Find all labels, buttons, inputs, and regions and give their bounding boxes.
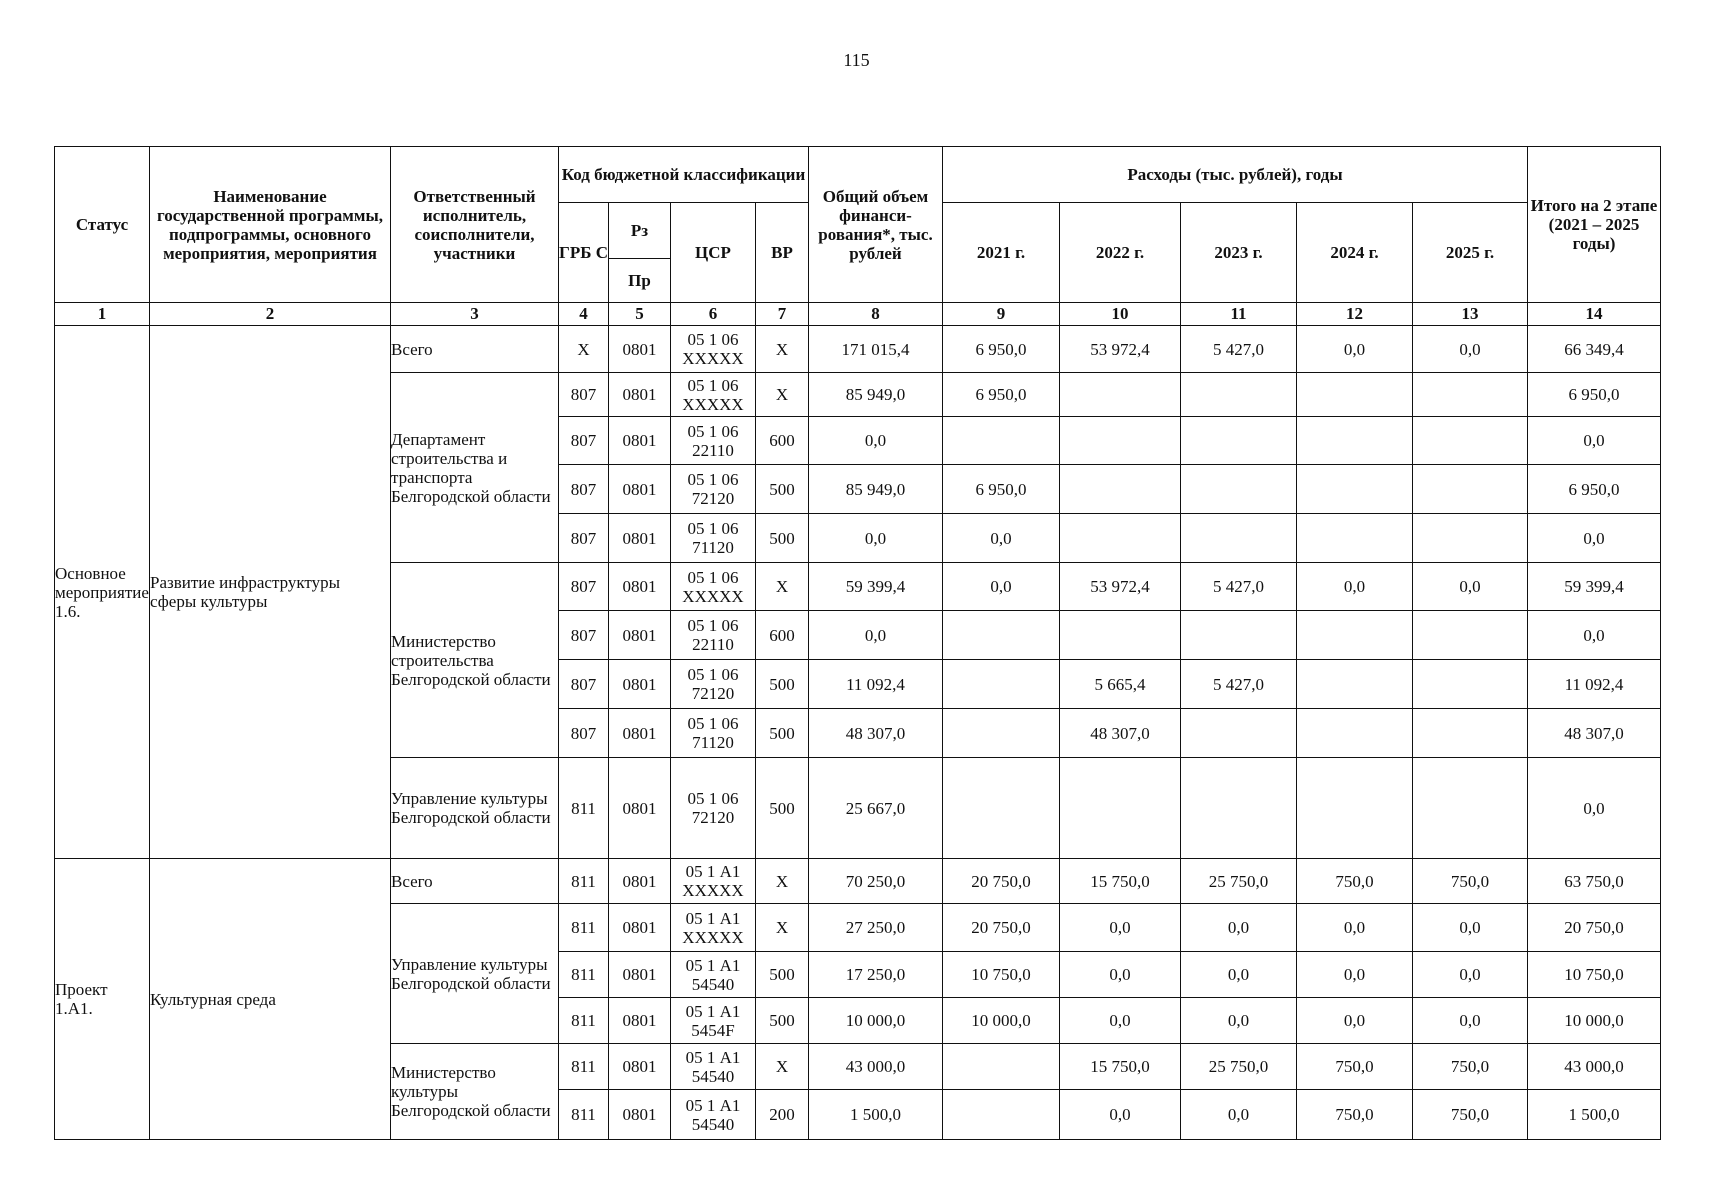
- grbs-cell: Х: [559, 326, 609, 373]
- vr-cell: Х: [756, 373, 809, 417]
- csr-cell: 05 1 06 71120: [671, 709, 756, 758]
- grbs-cell: 811: [559, 859, 609, 904]
- header-rz: Рз: [609, 203, 671, 259]
- vr-cell: 500: [756, 998, 809, 1044]
- vr-cell: Х: [756, 563, 809, 611]
- year-2025-cell: [1413, 465, 1528, 514]
- year-2021-cell: 6 950,0: [943, 326, 1060, 373]
- year-2021-cell: 10 750,0: [943, 952, 1060, 998]
- rz-pr-cell: 0801: [609, 998, 671, 1044]
- year-2023-cell: [1181, 417, 1297, 465]
- csr-cell: 05 1 06 72120: [671, 758, 756, 859]
- year-2024-cell: 0,0: [1297, 998, 1413, 1044]
- vr-cell: 500: [756, 952, 809, 998]
- rz-pr-cell: 0801: [609, 1090, 671, 1140]
- status-cell: Проект 1.А1.: [55, 859, 150, 1140]
- csr-cell: 05 1 06 ХХХХХ: [671, 373, 756, 417]
- vr-cell: Х: [756, 326, 809, 373]
- vr-cell: 600: [756, 611, 809, 660]
- column-number: 11: [1181, 303, 1297, 326]
- year-2022-cell: 0,0: [1060, 952, 1181, 998]
- year-2024-cell: [1297, 758, 1413, 859]
- header-stage-total: Итого на 2 этапе (2021 – 2025 годы): [1528, 147, 1661, 303]
- stage-total-cell: 11 092,4: [1528, 660, 1661, 709]
- rz-pr-cell: 0801: [609, 758, 671, 859]
- stage-total-cell: 6 950,0: [1528, 465, 1661, 514]
- year-2024-cell: [1297, 611, 1413, 660]
- executor-cell: Министерство строительства Белгородской области: [391, 563, 559, 758]
- grbs-cell: 811: [559, 1090, 609, 1140]
- grbs-cell: 807: [559, 514, 609, 563]
- grbs-cell: 807: [559, 660, 609, 709]
- year-2024-cell: [1297, 660, 1413, 709]
- stage-total-cell: 0,0: [1528, 514, 1661, 563]
- year-2023-cell: [1181, 514, 1297, 563]
- year-2021-cell: [943, 1090, 1060, 1140]
- total-funding-cell: 43 000,0: [809, 1044, 943, 1090]
- csr-cell: 05 1 А1 54540: [671, 1044, 756, 1090]
- stage-total-cell: 66 349,4: [1528, 326, 1661, 373]
- table-header: [55, 147, 1661, 303]
- grbs-cell: 811: [559, 952, 609, 998]
- rz-pr-cell: 0801: [609, 904, 671, 952]
- year-2022-cell: [1060, 514, 1181, 563]
- executor-cell: Департамент строительства и транспорта Белгородской области: [391, 373, 559, 563]
- column-number: 7: [756, 303, 809, 326]
- total-funding-cell: 10 000,0: [809, 998, 943, 1044]
- executor-cell: Министерство культуры Белгородской области: [391, 1044, 559, 1140]
- header-year-2023: 2023 г.: [1181, 203, 1297, 303]
- csr-cell: 05 1 06 72120: [671, 465, 756, 514]
- total-funding-cell: 17 250,0: [809, 952, 943, 998]
- executor-cell: Управление культуры Белгородской области: [391, 904, 559, 1044]
- year-2023-cell: [1181, 758, 1297, 859]
- year-2023-cell: 0,0: [1181, 1090, 1297, 1140]
- year-2023-cell: [1181, 611, 1297, 660]
- rz-pr-cell: 0801: [609, 952, 671, 998]
- year-2022-cell: [1060, 417, 1181, 465]
- vr-cell: 500: [756, 514, 809, 563]
- year-2022-cell: 5 665,4: [1060, 660, 1181, 709]
- total-funding-cell: 25 667,0: [809, 758, 943, 859]
- year-2024-cell: [1297, 465, 1413, 514]
- column-number: 4: [559, 303, 609, 326]
- column-number: 2: [150, 303, 391, 326]
- year-2022-cell: [1060, 373, 1181, 417]
- grbs-cell: 807: [559, 373, 609, 417]
- stage-total-cell: 10 000,0: [1528, 998, 1661, 1044]
- header-vr: ВР: [756, 203, 809, 303]
- year-2024-cell: 0,0: [1297, 952, 1413, 998]
- year-2021-cell: [943, 1044, 1060, 1090]
- grbs-cell: 807: [559, 563, 609, 611]
- header-csr: ЦСР: [671, 203, 756, 303]
- vr-cell: 600: [756, 417, 809, 465]
- year-2023-cell: 5 427,0: [1181, 660, 1297, 709]
- column-number: 13: [1413, 303, 1528, 326]
- vr-cell: Х: [756, 1044, 809, 1090]
- year-2021-cell: 20 750,0: [943, 859, 1060, 904]
- year-2021-cell: 6 950,0: [943, 465, 1060, 514]
- csr-cell: 05 1 А1 ХХХХХ: [671, 859, 756, 904]
- status-cell: Основное мероприятие 1.6.: [55, 326, 150, 859]
- total-funding-cell: 0,0: [809, 611, 943, 660]
- total-funding-cell: 59 399,4: [809, 563, 943, 611]
- year-2025-cell: [1413, 373, 1528, 417]
- year-2023-cell: [1181, 373, 1297, 417]
- csr-cell: 05 1 А1 ХХХХХ: [671, 904, 756, 952]
- year-2024-cell: 750,0: [1297, 1090, 1413, 1140]
- year-2022-cell: 0,0: [1060, 904, 1181, 952]
- table-row: [55, 326, 1661, 373]
- column-number: 9: [943, 303, 1060, 326]
- grbs-cell: 807: [559, 709, 609, 758]
- year-2022-cell: 15 750,0: [1060, 1044, 1181, 1090]
- table-row: [55, 859, 1661, 904]
- year-2023-cell: 0,0: [1181, 998, 1297, 1044]
- header-grbs: ГРБ С: [559, 203, 609, 303]
- stage-total-cell: 1 500,0: [1528, 1090, 1661, 1140]
- name-cell: Развитие инфраструктуры сферы культуры: [150, 326, 391, 859]
- year-2021-cell: [943, 660, 1060, 709]
- grbs-cell: 807: [559, 611, 609, 660]
- header-year-2025: 2025 г.: [1413, 203, 1528, 303]
- year-2025-cell: [1413, 660, 1528, 709]
- stage-total-cell: 10 750,0: [1528, 952, 1661, 998]
- year-2021-cell: 0,0: [943, 563, 1060, 611]
- year-2025-cell: [1413, 514, 1528, 563]
- year-2024-cell: 0,0: [1297, 326, 1413, 373]
- grbs-cell: 807: [559, 465, 609, 514]
- year-2025-cell: 750,0: [1413, 859, 1528, 904]
- total-funding-cell: 11 092,4: [809, 660, 943, 709]
- year-2023-cell: 0,0: [1181, 952, 1297, 998]
- year-2023-cell: [1181, 709, 1297, 758]
- executor-cell: Всего: [391, 859, 559, 904]
- year-2022-cell: 0,0: [1060, 1090, 1181, 1140]
- executor-cell: Управление культуры Белгородской области: [391, 758, 559, 859]
- vr-cell: Х: [756, 904, 809, 952]
- rz-pr-cell: 0801: [609, 1044, 671, 1090]
- rz-pr-cell: 0801: [609, 373, 671, 417]
- table-body: [55, 303, 1661, 1140]
- column-number: 1: [55, 303, 150, 326]
- year-2025-cell: 0,0: [1413, 326, 1528, 373]
- total-funding-cell: 70 250,0: [809, 859, 943, 904]
- grbs-cell: 807: [559, 417, 609, 465]
- total-funding-cell: 0,0: [809, 514, 943, 563]
- stage-total-cell: 0,0: [1528, 758, 1661, 859]
- stage-total-cell: 43 000,0: [1528, 1044, 1661, 1090]
- year-2024-cell: [1297, 709, 1413, 758]
- year-2021-cell: 6 950,0: [943, 373, 1060, 417]
- year-2025-cell: [1413, 758, 1528, 859]
- header-code: Код бюджетной классификации: [559, 147, 809, 203]
- year-2024-cell: 0,0: [1297, 563, 1413, 611]
- vr-cell: 200: [756, 1090, 809, 1140]
- csr-cell: 05 1 06 72120: [671, 660, 756, 709]
- year-2023-cell: 5 427,0: [1181, 326, 1297, 373]
- total-funding-cell: 85 949,0: [809, 373, 943, 417]
- year-2021-cell: 20 750,0: [943, 904, 1060, 952]
- year-2022-cell: 0,0: [1060, 998, 1181, 1044]
- header-total: Общий объем финанси-рования*, тыс. рублей: [809, 147, 943, 303]
- year-2025-cell: 0,0: [1413, 998, 1528, 1044]
- grbs-cell: 811: [559, 998, 609, 1044]
- column-number: 5: [609, 303, 671, 326]
- rz-pr-cell: 0801: [609, 611, 671, 660]
- year-2022-cell: [1060, 758, 1181, 859]
- total-funding-cell: 1 500,0: [809, 1090, 943, 1140]
- year-2024-cell: 750,0: [1297, 859, 1413, 904]
- csr-cell: 05 1 А1 54540: [671, 952, 756, 998]
- name-cell: Культурная среда: [150, 859, 391, 1140]
- vr-cell: 500: [756, 660, 809, 709]
- budget-table: [54, 146, 1661, 1140]
- year-2021-cell: [943, 417, 1060, 465]
- rz-pr-cell: 0801: [609, 563, 671, 611]
- year-2022-cell: [1060, 465, 1181, 514]
- year-2021-cell: [943, 758, 1060, 859]
- header-expenses: Расходы (тыс. рублей), годы: [943, 147, 1528, 203]
- csr-cell: 05 1 А1 5454F: [671, 998, 756, 1044]
- csr-cell: 05 1 06 71120: [671, 514, 756, 563]
- column-number-row: [55, 303, 1661, 326]
- header-executor: Ответственный исполнитель, соисполнители, участники: [391, 147, 559, 303]
- column-number: 3: [391, 303, 559, 326]
- year-2025-cell: [1413, 611, 1528, 660]
- year-2023-cell: [1181, 465, 1297, 514]
- year-2025-cell: 750,0: [1413, 1044, 1528, 1090]
- year-2022-cell: 53 972,4: [1060, 326, 1181, 373]
- vr-cell: 500: [756, 709, 809, 758]
- header-name: Наименование государственной программы, подпрограммы, основного мероприятия, мероприятия: [150, 147, 391, 303]
- header-year-2022: 2022 г.: [1060, 203, 1181, 303]
- column-number: 8: [809, 303, 943, 326]
- total-funding-cell: 85 949,0: [809, 465, 943, 514]
- year-2022-cell: 15 750,0: [1060, 859, 1181, 904]
- header-year-2021: 2021 г.: [943, 203, 1060, 303]
- total-funding-cell: 27 250,0: [809, 904, 943, 952]
- year-2021-cell: 10 000,0: [943, 998, 1060, 1044]
- vr-cell: Х: [756, 859, 809, 904]
- total-funding-cell: 48 307,0: [809, 709, 943, 758]
- stage-total-cell: 63 750,0: [1528, 859, 1661, 904]
- grbs-cell: 811: [559, 904, 609, 952]
- year-2022-cell: 53 972,4: [1060, 563, 1181, 611]
- rz-pr-cell: 0801: [609, 859, 671, 904]
- csr-cell: 05 1 06 ХХХХХ: [671, 326, 756, 373]
- year-2023-cell: 25 750,0: [1181, 1044, 1297, 1090]
- year-2021-cell: [943, 709, 1060, 758]
- total-funding-cell: 171 015,4: [809, 326, 943, 373]
- header-pr: Пр: [609, 259, 671, 303]
- year-2022-cell: [1060, 611, 1181, 660]
- vr-cell: 500: [756, 758, 809, 859]
- column-number: 12: [1297, 303, 1413, 326]
- year-2024-cell: [1297, 373, 1413, 417]
- executor-cell: Всего: [391, 326, 559, 373]
- year-2023-cell: 5 427,0: [1181, 563, 1297, 611]
- rz-pr-cell: 0801: [609, 709, 671, 758]
- year-2025-cell: 750,0: [1413, 1090, 1528, 1140]
- rz-pr-cell: 0801: [609, 514, 671, 563]
- year-2025-cell: 0,0: [1413, 952, 1528, 998]
- csr-cell: 05 1 А1 54540: [671, 1090, 756, 1140]
- column-number: 14: [1528, 303, 1661, 326]
- year-2024-cell: 750,0: [1297, 1044, 1413, 1090]
- page-number: 115: [843, 50, 870, 70]
- year-2025-cell: [1413, 709, 1528, 758]
- rz-pr-cell: 0801: [609, 326, 671, 373]
- year-2024-cell: [1297, 514, 1413, 563]
- year-2023-cell: 0,0: [1181, 904, 1297, 952]
- vr-cell: 500: [756, 465, 809, 514]
- csr-cell: 05 1 06 22110: [671, 417, 756, 465]
- year-2021-cell: 0,0: [943, 514, 1060, 563]
- year-2025-cell: 0,0: [1413, 904, 1528, 952]
- csr-cell: 05 1 06 ХХХХХ: [671, 563, 756, 611]
- stage-total-cell: 48 307,0: [1528, 709, 1661, 758]
- header-year-2024: 2024 г.: [1297, 203, 1413, 303]
- grbs-cell: 811: [559, 1044, 609, 1090]
- year-2024-cell: [1297, 417, 1413, 465]
- stage-total-cell: 6 950,0: [1528, 373, 1661, 417]
- total-funding-cell: 0,0: [809, 417, 943, 465]
- rz-pr-cell: 0801: [609, 465, 671, 514]
- year-2022-cell: 48 307,0: [1060, 709, 1181, 758]
- rz-pr-cell: 0801: [609, 660, 671, 709]
- year-2021-cell: [943, 611, 1060, 660]
- stage-total-cell: 59 399,4: [1528, 563, 1661, 611]
- year-2024-cell: 0,0: [1297, 904, 1413, 952]
- column-number: 6: [671, 303, 756, 326]
- header-status: Статус: [55, 147, 150, 303]
- grbs-cell: 811: [559, 758, 609, 859]
- stage-total-cell: 0,0: [1528, 611, 1661, 660]
- rz-pr-cell: 0801: [609, 417, 671, 465]
- csr-cell: 05 1 06 22110: [671, 611, 756, 660]
- column-number: 10: [1060, 303, 1181, 326]
- year-2025-cell: [1413, 417, 1528, 465]
- stage-total-cell: 20 750,0: [1528, 904, 1661, 952]
- year-2025-cell: 0,0: [1413, 563, 1528, 611]
- year-2023-cell: 25 750,0: [1181, 859, 1297, 904]
- stage-total-cell: 0,0: [1528, 417, 1661, 465]
